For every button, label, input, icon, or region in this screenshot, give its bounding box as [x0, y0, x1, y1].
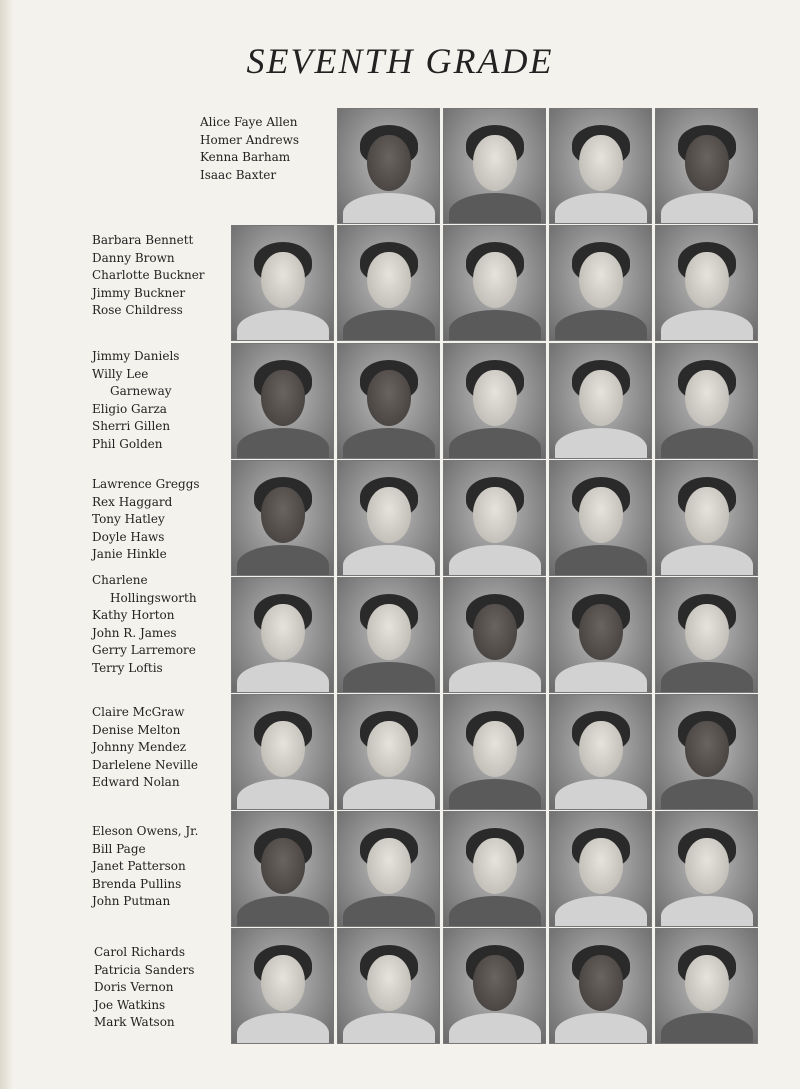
- student-portrait: [337, 928, 440, 1044]
- student-portrait: [231, 694, 334, 810]
- photo-strip: [337, 108, 758, 224]
- student-name: Carol Richards: [94, 945, 186, 959]
- page-title: SEVENTH GRADE: [246, 41, 554, 81]
- student-name: Rose Childress: [92, 303, 183, 317]
- student-row: [0, 928, 800, 1046]
- student-portrait: [443, 577, 546, 693]
- student-row: [0, 694, 800, 812]
- student-name: John Putman: [92, 894, 171, 908]
- student-name: Doris Vernon: [94, 980, 174, 994]
- student-portrait: [549, 928, 652, 1044]
- photo-strip: [231, 343, 758, 459]
- student-portrait: [337, 694, 440, 810]
- student-row: [0, 460, 800, 578]
- student-name: Danny Brown: [92, 250, 175, 265]
- student-portrait: [655, 460, 758, 576]
- student-portrait: [549, 343, 652, 459]
- student-portrait: [337, 108, 440, 224]
- student-portrait: [337, 577, 440, 693]
- student-name: Willy Lee: [92, 366, 149, 381]
- student-portrait: [231, 928, 334, 1044]
- student-portrait: [655, 694, 758, 810]
- student-portrait: [443, 460, 546, 576]
- student-name: Eligio Garza: [92, 401, 167, 416]
- student-portrait: [549, 460, 652, 576]
- student-portrait: [443, 811, 546, 927]
- student-portrait: [443, 343, 546, 459]
- student-row: [0, 343, 800, 461]
- student-portrait: [655, 577, 758, 693]
- student-portrait: [337, 811, 440, 927]
- student-name: John R. James: [92, 625, 177, 640]
- student-name: Brenda Pullins: [92, 876, 182, 891]
- student-name: Edward Nolan: [92, 775, 180, 789]
- name-list: [92, 572, 227, 677]
- student-name: Johnny Mendez: [92, 740, 187, 754]
- student-portrait: [549, 811, 652, 927]
- student-portrait: [443, 928, 546, 1044]
- student-name: Rex Haggard: [92, 494, 173, 509]
- photo-strip: [231, 811, 758, 927]
- student-name: Bill Page: [92, 841, 146, 856]
- student-row: [0, 108, 800, 226]
- student-name: Eleson Owens, Jr.: [92, 824, 199, 838]
- student-portrait: [337, 225, 440, 341]
- student-portrait: [549, 225, 652, 341]
- student-portrait: [655, 108, 758, 224]
- photo-strip: [231, 577, 758, 693]
- student-portrait: [337, 460, 440, 576]
- photo-strip: [231, 694, 758, 810]
- student-name: Sherri Gillen: [92, 419, 171, 433]
- student-portrait: [231, 343, 334, 459]
- student-name: Lawrence Greggs: [92, 477, 200, 491]
- student-name: Kathy Horton: [92, 608, 175, 622]
- student-portrait: [337, 343, 440, 459]
- student-name-continuation: Garneway: [110, 384, 172, 398]
- student-portrait: [549, 577, 652, 693]
- student-row: [0, 573, 800, 695]
- student-portrait: [231, 811, 334, 927]
- student-name: Darlelene Neville: [92, 757, 199, 772]
- student-name: Gerry Larremore: [92, 643, 196, 657]
- student-row: [0, 811, 800, 929]
- name-list: [92, 823, 227, 911]
- student-name: Kenna Barham: [200, 150, 291, 164]
- student-portrait: [549, 694, 652, 810]
- student-name: Barbara Bennett: [92, 233, 194, 247]
- student-name: Phil Golden: [92, 436, 163, 451]
- photo-strip: [231, 928, 758, 1044]
- student-portrait: [231, 460, 334, 576]
- student-portrait: [655, 343, 758, 459]
- student-name: Jimmy Buckner: [92, 285, 186, 300]
- student-name: Charlotte Buckner: [92, 268, 205, 282]
- student-name: Isaac Baxter: [200, 167, 277, 182]
- student-portrait: [231, 225, 334, 341]
- student-portrait: [443, 108, 546, 224]
- name-list: [92, 348, 227, 453]
- student-name: Tony Hatley: [92, 512, 165, 526]
- student-name: Claire McGraw: [92, 705, 185, 719]
- photo-strip: [231, 460, 758, 576]
- student-name: Homer Andrews: [200, 132, 300, 147]
- photo-strip: [231, 225, 758, 341]
- student-name: Terry Loftis: [92, 660, 163, 675]
- student-portrait: [655, 225, 758, 341]
- name-list: [92, 704, 227, 792]
- student-portrait: [655, 811, 758, 927]
- name-list: [200, 114, 335, 184]
- name-list: [94, 944, 229, 1032]
- student-name: Janie Hinkle: [92, 547, 167, 561]
- student-name: Charlene: [92, 573, 148, 587]
- name-list: [92, 232, 227, 320]
- student-name-continuation: Hollingsworth: [110, 590, 197, 605]
- student-name: Patricia Sanders: [94, 962, 195, 977]
- student-name: Doyle Haws: [92, 529, 165, 544]
- student-name: Janet Patterson: [92, 859, 186, 873]
- student-portrait: [443, 694, 546, 810]
- student-row: [0, 225, 800, 343]
- student-name: Alice Faye Allen: [200, 115, 298, 129]
- student-portrait: [655, 928, 758, 1044]
- student-portrait: [443, 225, 546, 341]
- name-list: [92, 476, 227, 564]
- student-name: Mark Watson: [94, 1015, 175, 1029]
- student-portrait: [231, 577, 334, 693]
- student-name: Joe Watkins: [94, 997, 166, 1012]
- student-portrait: [549, 108, 652, 224]
- student-name: Jimmy Daniels: [92, 349, 180, 363]
- student-name: Denise Melton: [92, 722, 181, 737]
